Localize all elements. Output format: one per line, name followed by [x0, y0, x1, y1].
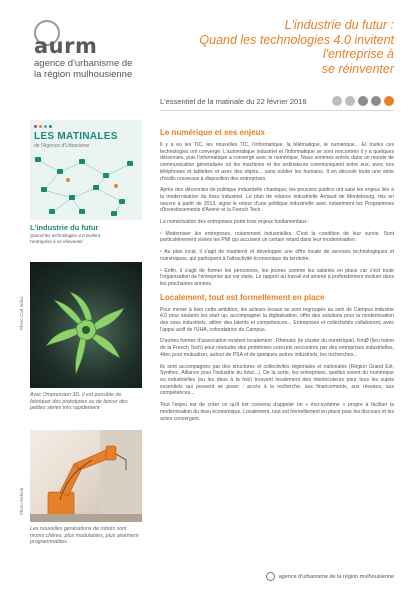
matinale-date: L'essentiel de la matinale du 22 février 2018	[160, 97, 307, 106]
bullet-text: Enfin, il s'agit de former les personnes, les jeunes comme les salariés en place car c'est toute l'organisation de l'entreprise qui est visée. Le rapport au travail est amené à profondément évoluer dans les prochaines années.	[160, 267, 394, 287]
document-title	[144, 18, 394, 76]
banner-dots	[34, 125, 52, 128]
lead-subtitle	[30, 233, 142, 245]
section-title-numerique: Le numérique et ses enjeux	[160, 128, 265, 137]
paragraph-1: Il y a eu les TIC, les nouvelles TIC, l'informatique, la télématique, le numérique... Et toutes ces technologies ont convergé. L'automatique industriel et l'informatique se sont rencontrés il y a quelques décennies, puis l'informatique a convergé avec le numérique. Nous sommes entrés dans un monde de communication généralisée où les machines et les ordinateurs communiquent entre eux, avec nos téléphones et tablettes et avec des objets... sans oublier les humains. Il en découle toute une série d'outils nouveaux à disposition des entreprises.	[160, 142, 394, 182]
bullet-marker-icon: •	[160, 249, 165, 256]
matinales-subtitle: de l'Agence d'Urbanisme	[34, 143, 90, 149]
paragraph-5: D'autres formes d'association existent localement : Rhénatic (le cluster du numérique), KmØ (lieu totem de la French Tech) pour résoudre des problèmes concrets rencontrés par des entreprises industrielles, 4itec pour mutualiser, autour de PSA et de quelques autres industriels, les recherches...	[160, 338, 394, 358]
paragraph-2: Après des décennies de politique industrielle chaotique, les pouvoirs publics ont saisi les enjeux liés à la modernisation du tissu industriel. Le plan de relance industrielle Arnaud de Montebourg, mis en oeuvre à partir de 2013, signe le retour d'une politique industrielle avec notamment les Programmes d'Investissements d'Avenir et la French Tech.	[160, 187, 394, 214]
bullet-text: Moderniser les entreprises, notamment industrielles. C'est la condition de leur survie. Sont particulièrement visées les PMI qui accusent un certain retard dans leur modernisation.	[160, 230, 394, 244]
footer	[266, 572, 394, 581]
photo2-caption: Les nouvelles générations de robots sont moins chères, plus modulables, plus aisément programmables.	[30, 526, 139, 545]
logo-subtitle-line2: la région mulhousienne	[34, 69, 133, 80]
3d-print-object-illustration	[30, 262, 142, 388]
photo1-caption: Avec l'impression 3D, il est possible de fabriquer des prototypes ou de lancer des petites séries très rapidement	[30, 392, 128, 411]
bullet-item	[160, 249, 394, 262]
matinales-title: LES MATINALES	[34, 131, 118, 142]
paragraph-3: La numérisation des entreprises porte trois enjeux fondamentaux :	[160, 219, 310, 226]
3d-print-photo	[30, 262, 142, 388]
section-title-localement: Localement, tout est formellement en place	[160, 292, 325, 302]
robot-photo	[30, 430, 142, 522]
lead-subtitle-line1: Quand les technologies 4.0 invitent	[30, 233, 101, 238]
matinales-banner	[30, 120, 142, 220]
bullet-marker-icon: •	[160, 230, 166, 237]
logo-subtitle-line1: agence d'urbanisme de	[34, 58, 133, 69]
title-line1: L'industrie du futur :	[284, 18, 394, 32]
lead-subtitle-line2: l'entreprise à se réinventer	[30, 239, 83, 244]
photo1-credit: Photo Cad Indus	[19, 296, 24, 330]
lead-title: L'industrie du futur	[30, 223, 99, 232]
bullet-item	[160, 231, 394, 244]
paragraph-6: Ils sont accompagnés par des structures et collectivités régionales et nationales (Région Grand Est, Synthec, Alliance pour l'industrie du futur...). De la sorte, les entreprises, quelles soient du numérique ou industrielles (ou les deux à la fois) trouvent localement des interlocuteurs pour tous les sujets essentiels qui peuvent se poser : accès à la recherche, aux financements, aux réseaux, aux compétences...	[160, 363, 394, 397]
header-divider	[160, 110, 394, 111]
bullet-marker-icon: •	[160, 267, 165, 274]
title-line3: se réinventer	[321, 61, 394, 76]
footer-logo-icon	[266, 572, 275, 581]
logo-word: aurm	[34, 34, 98, 58]
decorative-dot	[332, 96, 342, 106]
decorative-dots	[332, 96, 394, 106]
paragraph-7: Tout l'enjeu est de créer ce qu'il est convenu d'appeler un « éco-système » propre à faciliter la modernisation du tissu économique. Localement, tout est formellement en place pour les discours et les actes convergent.	[160, 402, 394, 422]
decorative-dot	[371, 96, 381, 106]
decorative-dot	[345, 96, 355, 106]
bullet-text: Au plan local, il s'agit de maintenir et développer une offre locale de services technologiques et numériques, qui participent à l'attractivité économique du territoire.	[160, 249, 394, 262]
photo2-credit: Photo Ardoria	[19, 487, 24, 515]
robot-arm-illustration	[30, 430, 142, 522]
footer-text: agence d'urbanisme de la région mulhousienne	[278, 573, 394, 580]
bullet-item	[160, 268, 394, 288]
decorative-dot	[358, 96, 368, 106]
article-body	[160, 128, 394, 427]
paragraph-4: Pour mener à bien cette ambition, les acteurs locaux se sont regroupés au sein de Campus industrie 4.0 pour soutenir les start up, accompagner la digitalisation, offrir des solutions pour la modernisation des sous industriels, attirer des talents et compétences... Entreprises et collectivités collaborent, avec l'appui actif de l'UHA, cofondatrice du Campus.	[160, 306, 394, 333]
network-illustration	[30, 150, 142, 220]
decorative-dot	[384, 96, 394, 106]
title-line2: Quand les technologies 4.0 invitent l'entreprise à	[199, 32, 394, 61]
